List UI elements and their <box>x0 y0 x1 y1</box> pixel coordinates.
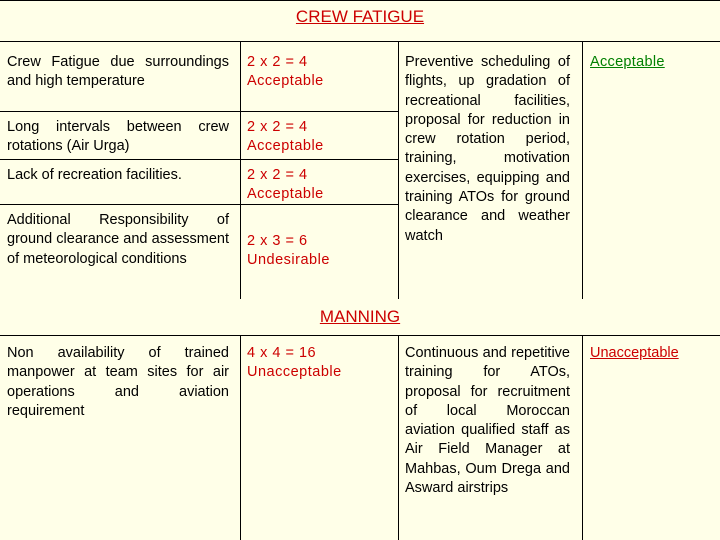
section-title-crew-fatigue: CREW FATIGUE <box>295 7 425 26</box>
final-status-badge: Acceptable <box>590 54 665 70</box>
table-rule-col-1 <box>240 41 241 299</box>
risk-rating: Acceptable <box>247 138 324 154</box>
risk-score: 2 x 2 = 4 <box>247 167 308 183</box>
table-rule-section <box>0 335 720 336</box>
table-rule-col-1-manning <box>240 335 241 540</box>
section-title-manning: MANNING <box>319 307 401 326</box>
hazard-description: Long intervals between crew rotations (Air Urga) <box>7 119 229 155</box>
table-rule-row-1 <box>0 111 398 112</box>
table-rule-col-3-manning <box>582 335 583 540</box>
table-rule-col-3 <box>582 41 583 299</box>
final-status-badge: Unacceptable <box>590 345 679 361</box>
table-rule-header <box>0 41 720 42</box>
hazard-description: Non availability of trained manpower at team sites for air operations and aviation requirement <box>7 345 229 419</box>
risk-rating: Acceptable <box>247 186 324 202</box>
risk-score: 2 x 2 = 4 <box>247 54 308 70</box>
risk-score: 2 x 2 = 4 <box>247 119 308 135</box>
mitigation-text: Continuous and repetitive training for ATOs, proposal for recruitment of local Moroccan aviation qualified staff as Air Field Manager at Mahbas, Oum Drega and Asward airstrips <box>405 345 570 497</box>
risk-rating: Unacceptable <box>247 364 342 380</box>
hazard-description: Lack of recreation facilities. <box>7 167 182 183</box>
risk-score: 4 x 4 = 16 <box>247 345 317 361</box>
risk-rating: Undesirable <box>247 252 330 268</box>
table-rule-top <box>0 0 720 1</box>
hazard-description: Crew Fatigue due surroundings and high temperature <box>7 54 229 90</box>
table-rule-col-2-manning <box>398 335 399 540</box>
hazard-description: Additional Responsibility of ground clearance and assessment of meteorological conditions <box>7 212 229 267</box>
risk-rating: Acceptable <box>247 73 324 89</box>
table-rule-row-3 <box>0 204 398 205</box>
mitigation-text: Preventive scheduling of flights, up gradation of recreational facilities, proposal for reduction in crew rotation period, training, motivation exercises, equipping and training ATOs for ground clearance and weather watch <box>405 54 570 244</box>
risk-score: 2 x 3 = 6 <box>247 233 308 249</box>
table-rule-row-2 <box>0 159 398 160</box>
table-rule-col-2 <box>398 41 399 299</box>
